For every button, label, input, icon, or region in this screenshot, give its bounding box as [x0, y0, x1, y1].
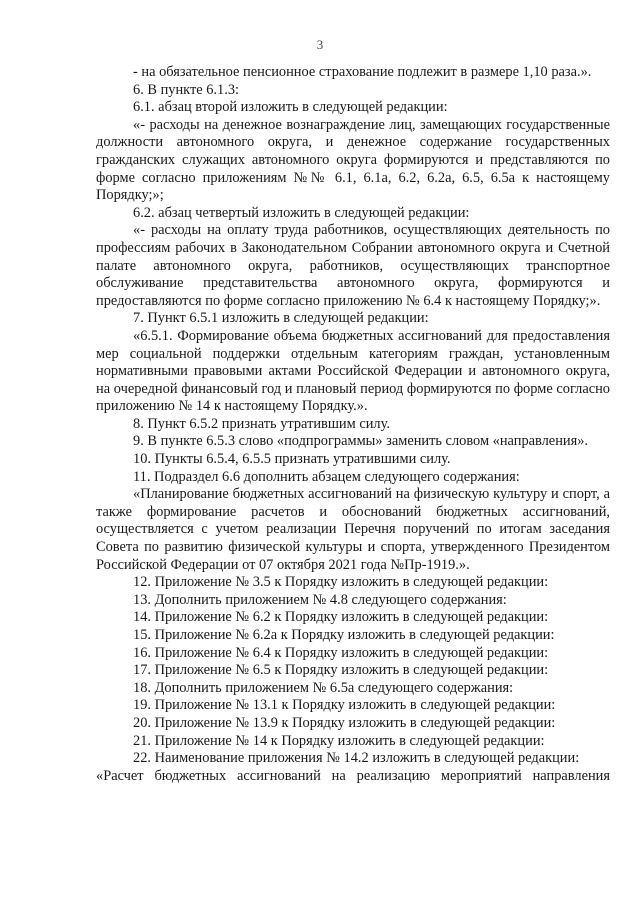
paragraph: 15. Приложение № 6.2а к Порядку изложить в следующей редакции:: [133, 627, 555, 643]
paragraph: 20. Приложение № 13.9 к Порядку изложить в следующей редакции:: [133, 714, 556, 731]
paragraph: 7. Пункт 6.5.1 изложить в следующей редакции:: [133, 310, 429, 327]
paragraph: 11. Подраздел 6.6 дополнить абзацем следующего содержания:: [133, 468, 520, 485]
paragraph: 21. Приложение № 14 к Порядку изложить в следующей редакции:: [133, 732, 545, 749]
paragraph: 22. Наименование приложения № 14.2 изложить в следующей редакции:: [133, 750, 580, 767]
paragraph: 9. В пункте 6.5.3 слово «подпрограммы» заменить словом «направления».: [133, 433, 589, 450]
paragraph: 18. Дополнить приложением № 6.5а следующего содержания:: [133, 679, 514, 696]
paragraph: 12. Приложение № 3.5 к Порядку изложить в следующей редакции:: [133, 574, 549, 591]
paragraph: «6.5.1. Формирование объема бюджетных ассигнований для предоставления мер социальной поддержки отдельным категориям граждан, установленным нормативными правовыми актами Российской Федерации и автономного округа, на очередной финансовый год и плановый период формируются по форме согласно приложению № 14 к настоящему Порядку.».: [96, 327, 610, 415]
paragraph: «Расчет бюджетных ассигнований на реализацию мероприятий направления: [96, 767, 610, 784]
paragraph: 17. Приложение № 6.5 к Порядку изложить в следующей редакции:: [133, 662, 549, 679]
paragraph: 14. Приложение № 6.2 к Порядку изложить в следующей редакции:: [133, 609, 549, 626]
paragraph: «- расходы на оплату труда работников, осуществляющих деятельность по профессиям рабочих в Законодательном Собрании автономного округа и Счетной палате автономного округа, работников, осуществляющих транспортное обслуживание представительства автономного округа, формируются и предоставляются по форме согласно приложению № 6.4 к настоящему Порядку;».: [96, 222, 610, 309]
document-body: [96, 64, 610, 785]
page-number: 3: [316, 37, 324, 52]
paragraph: - на обязательное пенсионное страхование подлежит в размере 1,10 раза.».: [133, 64, 592, 80]
paragraph: 6. В пункте 6.1.3:: [133, 81, 240, 98]
paragraph: 6.1. абзац второй изложить в следующей редакции:: [133, 99, 448, 116]
paragraph: 8. Пункт 6.5.2 признать утратившим силу.: [133, 415, 390, 432]
paragraph: 13. Дополнить приложением № 4.8 следующего содержания:: [133, 591, 507, 608]
paragraph: «Планирование бюджетных ассигнований на физическую культуру и спорт, а также формирование расчетов и обоснований бюджетных ассигнований, осуществляется с учетом реализации Перечня поручений по итогам заседания Совета по развитию физической культуры и спорта, утвержденного Президентом Российской Федерации от 07 октября 2021 года №Пр-1919.».: [96, 486, 610, 573]
paragraph: 6.2. абзац четвертый изложить в следующей редакции:: [133, 204, 470, 221]
paragraph: «- расходы на денежное вознаграждение лиц, замещающих государственные должности автономного округа, и денежное содержание государственных гражданских служащих автономного округа формируются и представляются по форме согласно приложениям №№ 6.1, 6.1а, 6.2, 6.2а, 6.5, 6.5а к настоящему Порядку;»;: [96, 116, 610, 204]
paragraph: 19. Приложение № 13.1 к Порядку изложить в следующей редакции:: [133, 697, 556, 714]
paragraph: 10. Пункты 6.5.4, 6.5.5 признать утратившими силу.: [133, 451, 451, 468]
paragraph: 16. Приложение № 6.4 к Порядку изложить в следующей редакции:: [133, 644, 549, 661]
